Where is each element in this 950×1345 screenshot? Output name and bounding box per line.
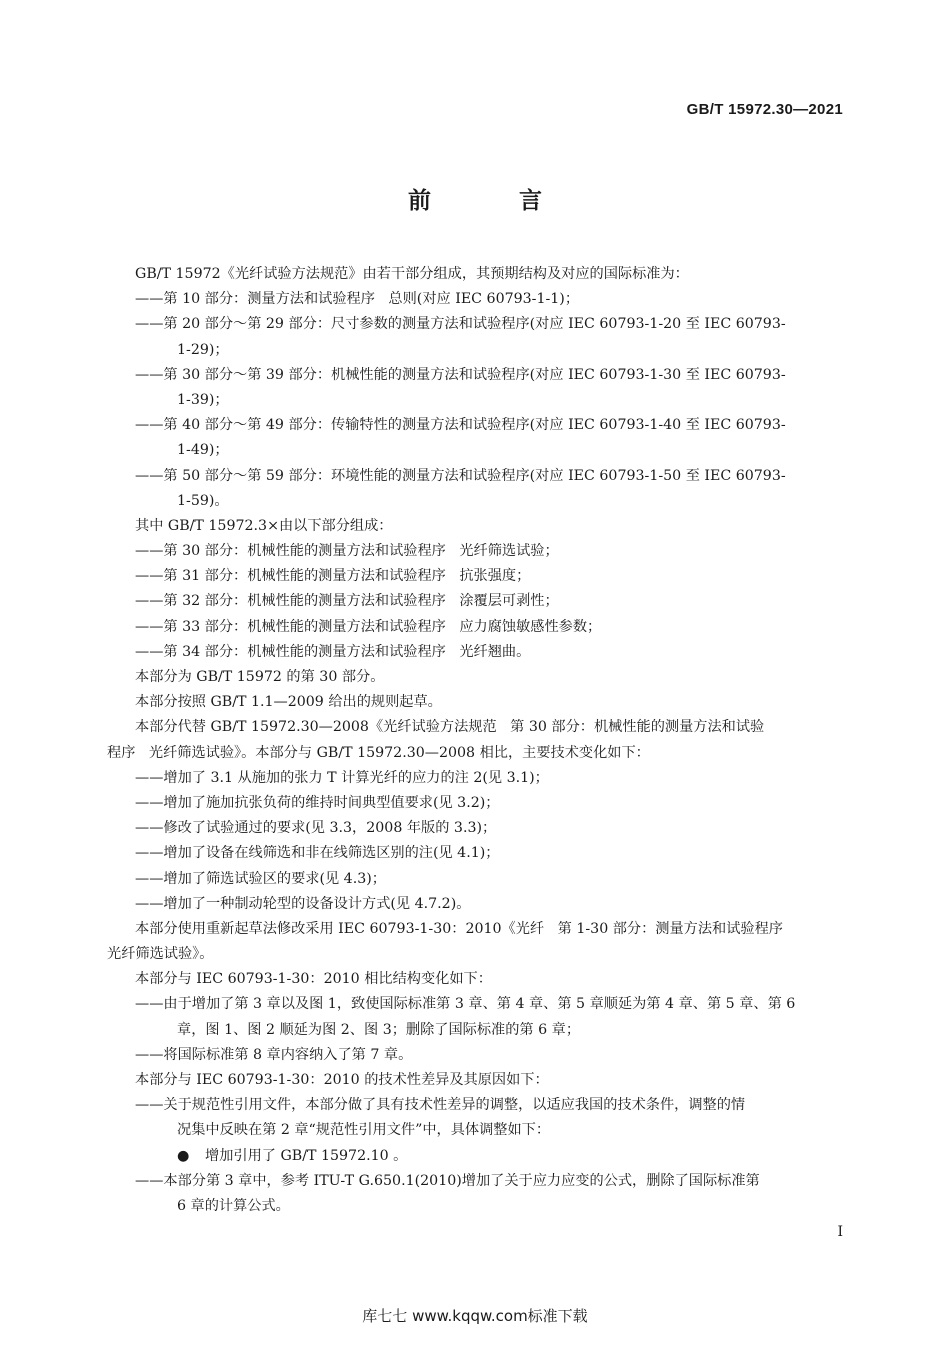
list-item [107, 791, 844, 816]
line-text: 1-49)； [177, 442, 229, 459]
line-text: ——第 31 部分：机械性能的测量方法和试验程序 抗张强度； [135, 568, 531, 585]
line-text: 增加引用了 GB/T 15972.10 。 [205, 1147, 408, 1164]
list-item [107, 539, 844, 564]
page-title: 前 言 [407, 187, 582, 214]
paragraph-line [107, 262, 844, 287]
paragraph-line [107, 1194, 844, 1219]
paragraph-line [107, 1018, 844, 1043]
paragraph-line [107, 690, 844, 715]
line-text: 程序 光纤筛选试验》。本部分与 GB/T 15972.30—2008 相比，主要技术变化如下： [107, 744, 650, 761]
list-item [107, 413, 844, 438]
paragraph-line [107, 741, 844, 766]
list-item [107, 766, 844, 791]
line-text: ——第 34 部分：机械性能的测量方法和试验程序 光纤翘曲。 [135, 643, 531, 660]
list-item [107, 287, 844, 312]
line-text: ——第 20 部分～第 29 部分：尺寸参数的测量方法和试验程序(对应 IEC 60793-1-20 至 IEC 60793- [135, 316, 786, 333]
line-text: ——第 50 部分～第 59 部分：环境性能的测量方法和试验程序(对应 IEC 60793-1-50 至 IEC 60793- [135, 467, 786, 484]
bullet-icon: ● [177, 1147, 190, 1164]
line-text: 6 章的计算公式。 [177, 1197, 290, 1214]
paragraph-line [107, 967, 844, 992]
line-text: ——将国际标准第 8 章内容纳入了第 7 章。 [135, 1046, 413, 1063]
line-text: 本部分代替 GB/T 15972.30—2008《光纤试验方法规范 第 30 部分：机械性能的测量方法和试验 [135, 719, 765, 736]
paragraph-line [107, 942, 844, 967]
line-text: 本部分按照 GB/T 1.1—2009 给出的规则起草。 [135, 694, 442, 711]
list-item [107, 640, 844, 665]
line-text: ——第 10 部分：测量方法和试验程序 总则(对应 IEC 60793-1-1)； [135, 291, 580, 308]
paragraph-line [107, 665, 844, 690]
document-body [107, 262, 844, 1219]
paragraph-line [107, 715, 844, 740]
paragraph-line [107, 388, 844, 413]
line-text: 1-59)。 [177, 492, 229, 509]
list-item [107, 615, 844, 640]
line-text: 本部分与 IEC 60793-1-30：2010 的技术性差异及其原因如下： [135, 1072, 549, 1088]
line-text: GB/T 15972《光纤试验方法规范》由若干部分组成，其预期结构及对应的国际标准为： [135, 266, 689, 282]
paragraph-line [107, 514, 844, 539]
list-item [107, 841, 844, 866]
line-text: ——修改了试验通过的要求(见 3.3，2008 年版的 3.3)； [135, 820, 497, 837]
line-text: ——增加了施加抗张负荷的维持时间典型值要求(见 3.2)； [135, 794, 500, 811]
paragraph-line [107, 1118, 844, 1143]
line-text: ——第 33 部分：机械性能的测量方法和试验程序 应力腐蚀敏感性参数； [135, 618, 602, 635]
paragraph-line [107, 338, 844, 363]
list-item [107, 992, 844, 1017]
standard-code: GB/T 15972.30—2021 [686, 101, 843, 118]
line-text: 本部分使用重新起草法修改采用 IEC 60793-1-30：2010《光纤 第 1-30 部分：测量方法和试验程序 [135, 920, 783, 937]
list-item [107, 1169, 844, 1194]
list-item [107, 564, 844, 589]
line-text: 本部分与 IEC 60793-1-30：2010 相比结构变化如下： [135, 971, 492, 988]
list-item [107, 312, 844, 337]
line-text: ——增加了 3.1 从施加的张力 T 计算光纤的应力的注 2(见 3.1)； [135, 769, 549, 786]
line-text: ——关于规范性引用文件，本部分做了具有技术性差异的调整，以适应我国的技术条件，调整的情 [135, 1097, 746, 1114]
list-item [107, 867, 844, 892]
paragraph-line [107, 917, 844, 942]
line-text: ——增加了设备在线筛选和非在线筛选区别的注(见 4.1)； [135, 845, 500, 862]
line-text: ——增加了筛选试验区的要求(见 4.3)； [135, 870, 386, 887]
footer-watermark-link[interactable]: 库七七 www.kqqw.com标准下载 [362, 1307, 588, 1325]
list-item [107, 363, 844, 388]
list-item [107, 816, 844, 841]
list-item [107, 1043, 844, 1068]
line-text: 况集中反映在第 2 章“规范性引用文件”中，具体调整如下： [177, 1122, 551, 1139]
list-item [107, 892, 844, 917]
line-text: 1-29)； [177, 341, 229, 358]
line-text: ——第 32 部分：机械性能的测量方法和试验程序 涂覆层可剥性； [135, 593, 559, 610]
line-text: 本部分为 GB/T 15972 的第 30 部分。 [135, 669, 385, 685]
line-text: 光纤筛选试验》。 [107, 946, 214, 963]
list-item [107, 1093, 844, 1118]
line-text: ——第 30 部分～第 39 部分：机械性能的测量方法和试验程序(对应 IEC 60793-1-30 至 IEC 60793- [135, 366, 786, 383]
paragraph-line [107, 489, 844, 514]
line-text: 章，图 1、图 2 顺延为图 2、图 3；删除了国际标准的第 6 章； [177, 1021, 581, 1038]
list-item [107, 464, 844, 489]
paragraph-line [107, 438, 844, 463]
page-number: I [837, 1224, 843, 1240]
paragraph-line [107, 1068, 844, 1093]
line-text: ——本部分第 3 章中，参考 ITU-T G.650.1(2010)增加了关于应力应变的公式，删除了国际标准第 [135, 1172, 760, 1189]
line-text: ——第 30 部分：机械性能的测量方法和试验程序 光纤筛选试验； [135, 543, 559, 560]
line-text: ——增加了一种制动轮型的设备设计方式(见 4.7.2)。 [135, 895, 471, 912]
line-text: ——由于增加了第 3 章以及图 1，致使国际标准第 3 章、第 4 章、第 5 章顺延为第 4 章、第 5 章、第 6 [135, 996, 796, 1013]
line-text: 其中 GB/T 15972.3×由以下部分组成： [135, 517, 393, 534]
line-text: ——第 40 部分～第 49 部分：传输特性的测量方法和试验程序(对应 IEC 60793-1-40 至 IEC 60793- [135, 417, 786, 434]
bullet-item [107, 1144, 844, 1169]
list-item [107, 589, 844, 614]
line-text: 1-39)； [177, 391, 229, 408]
